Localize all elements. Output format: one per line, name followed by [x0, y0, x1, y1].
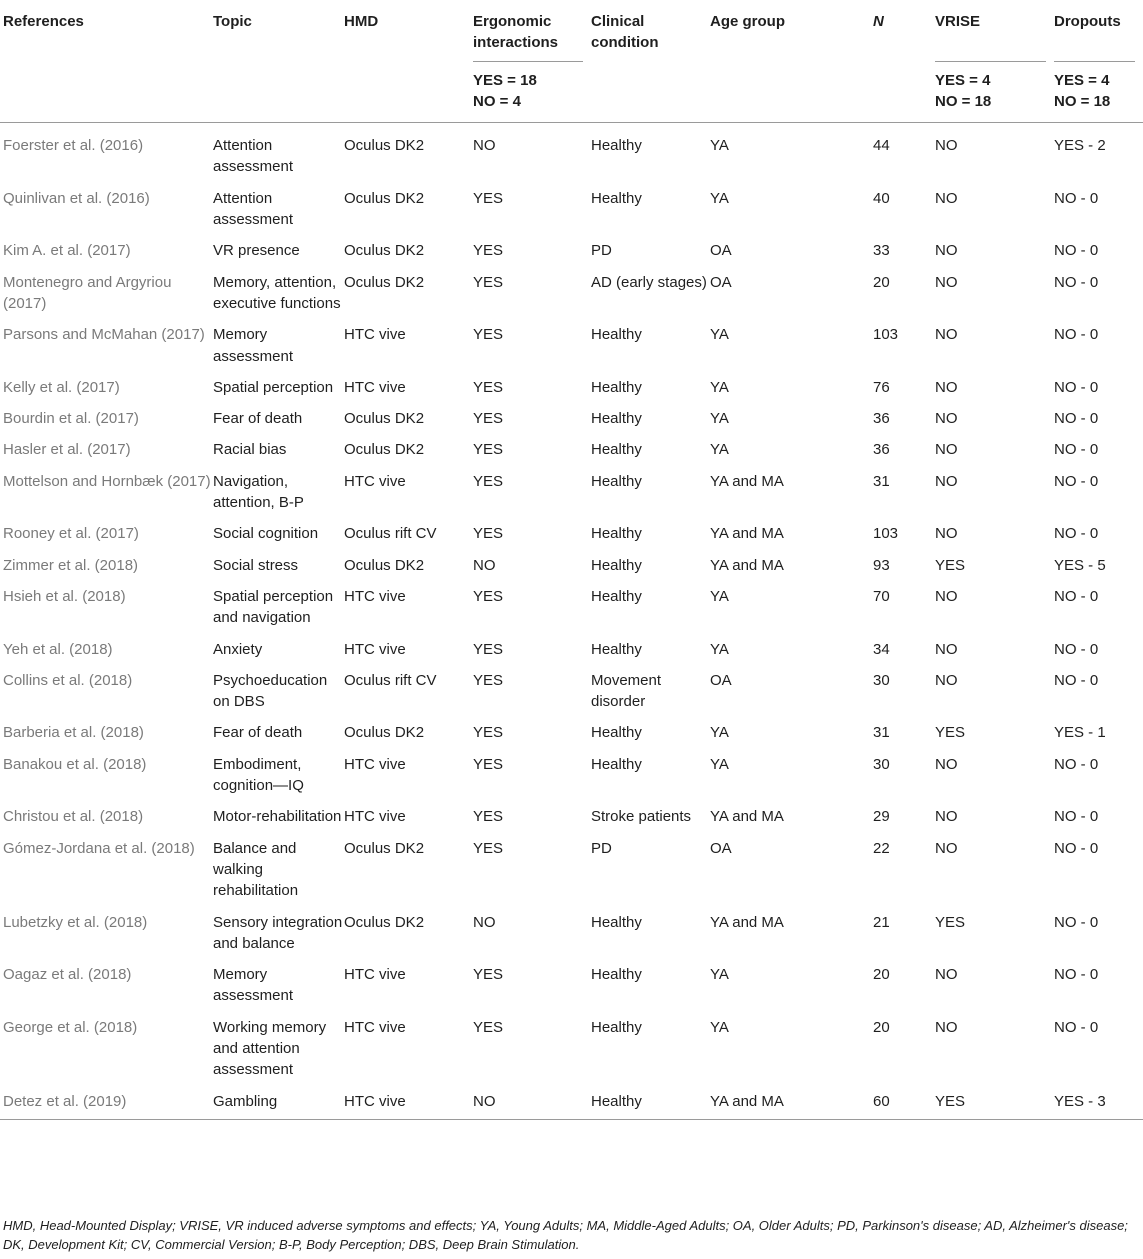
cell-n: 30: [873, 755, 890, 773]
dropouts-summary: [1054, 62, 1143, 123]
cell-topic: VR presence: [213, 242, 300, 260]
cell-ergonomic: YES: [473, 724, 504, 742]
cell-vrise: NO: [935, 378, 958, 396]
cell-n: 20: [873, 1018, 890, 1036]
cell-age-group: OA: [710, 671, 732, 689]
cell-clinical: Healthy: [591, 724, 642, 742]
cell-topic: Memory assessment: [213, 326, 294, 365]
table-row: [0, 833, 1143, 907]
cell-ergonomic: YES: [473, 587, 504, 605]
cell-dropouts: NO - 0: [1054, 378, 1099, 396]
cell-topic: Spatial perception and navigation: [213, 587, 334, 627]
table-row: [0, 466, 1143, 519]
cell-reference: Collins et al. (2018): [3, 671, 133, 689]
cell-n: 34: [873, 640, 890, 658]
cell-topic: Balance and walking rehabilitation: [213, 839, 299, 900]
cell-reference: Yeh et al. (2018): [3, 640, 113, 658]
cell-hmd: Oculus DK2: [344, 556, 425, 574]
cell-age-group: YA and MA: [710, 1086, 873, 1120]
ergonomic-yes-count: YES = 18: [473, 71, 537, 89]
cell-ergonomic: NO: [473, 1086, 591, 1120]
cell-reference: Lubetzky et al. (2018): [3, 913, 148, 931]
cell-n: 31: [873, 472, 890, 490]
col-header-clinical: Clinical condition: [591, 13, 659, 52]
cell-age-group: YA: [710, 137, 729, 155]
cell-reference: Hasler et al. (2017): [3, 441, 131, 459]
cell-clinical: Healthy: [591, 137, 642, 155]
cell-topic: Fear of death: [213, 410, 303, 428]
vrise-yes-count: YES = 4: [935, 71, 991, 89]
cell-n: 36: [873, 410, 890, 428]
cell-reference: George et al. (2018): [3, 1018, 138, 1036]
cell-clinical: Healthy: [591, 326, 642, 344]
cell-age-group: YA: [710, 189, 729, 207]
cell-dropouts: NO - 0: [1054, 966, 1099, 984]
cell-dropouts: NO - 0: [1054, 913, 1099, 931]
cell-dropouts: NO - 0: [1054, 755, 1099, 773]
cell-dropouts: NO - 0: [1054, 273, 1099, 291]
cell-ergonomic: YES: [473, 273, 504, 291]
cell-dropouts: NO - 0: [1054, 671, 1099, 689]
cell-age-group: YA: [710, 587, 729, 605]
cell-vrise: NO: [935, 671, 958, 689]
table-row: [0, 749, 1143, 802]
cell-hmd: HTC vive: [344, 587, 406, 605]
cell-ergonomic: YES: [473, 839, 504, 857]
cell-vrise: NO: [935, 273, 958, 291]
cell-reference: Mottelson and Hornbæk (2017): [3, 472, 211, 490]
cell-clinical: Healthy: [591, 410, 642, 428]
cell-topic: Social cognition: [213, 525, 319, 543]
cell-hmd: HTC vive: [344, 640, 406, 658]
table-row: [0, 183, 1143, 236]
col-header-n: N: [873, 13, 884, 30]
cell-clinical: Healthy: [591, 913, 642, 931]
cell-reference: Zimmer et al. (2018): [3, 556, 139, 574]
cell-ergonomic: YES: [473, 410, 504, 428]
cell-n: 76: [873, 378, 890, 396]
cell-n: 44: [873, 137, 890, 155]
cell-topic: Attention assessment: [213, 189, 294, 229]
table-footnote: HMD, Head-Mounted Display; VRISE, VR induced adverse symptoms and effects; YA, Young Adults; MA, Middle-Aged Adults; OA, Older Adults; PD, Parkinson's disease; AD, Alzheimer's disease; DK, Development Kit; CV, Commercial Version; B-P, Body Perception; DBS, Deep Brain Stimulation.: [3, 1218, 1128, 1252]
cell-vrise: NO: [935, 137, 958, 155]
cell-age-group: YA and MA: [710, 525, 784, 543]
cell-topic: Embodiment, cognition—IQ: [213, 755, 304, 795]
cell-vrise: NO: [935, 525, 958, 543]
table-row: [0, 434, 1143, 465]
cell-topic: Racial bias: [213, 441, 287, 459]
cell-reference: Detez et al. (2019): [0, 1086, 213, 1120]
cell-dropouts: NO - 0: [1054, 525, 1099, 543]
cell-n: 30: [873, 671, 890, 689]
table-row: [0, 717, 1143, 748]
cell-age-group: YA and MA: [710, 472, 784, 490]
cell-vrise: NO: [935, 640, 958, 658]
cell-vrise: YES: [935, 1086, 1054, 1120]
col-header-vrise: VRISE: [935, 0, 1054, 62]
cell-age-group: YA and MA: [710, 808, 784, 826]
cell-vrise: NO: [935, 242, 958, 260]
cell-clinical: Healthy: [591, 525, 642, 543]
table-row: [0, 581, 1143, 634]
col-header-topic: Topic: [213, 13, 252, 30]
cell-vrise: NO: [935, 189, 958, 207]
table-row: [0, 801, 1143, 832]
cell-topic: Memory, attention, executive functions: [213, 273, 341, 312]
cell-hmd: Oculus DK2: [344, 137, 425, 155]
cell-age-group: YA: [710, 640, 729, 658]
cell-topic: Anxiety: [213, 640, 263, 658]
cell-n: 31: [873, 724, 890, 742]
cell-clinical: PD: [591, 242, 612, 260]
cell-hmd: Oculus DK2: [344, 242, 425, 260]
cell-clinical: Healthy: [591, 472, 642, 490]
cell-clinical: Healthy: [591, 755, 642, 773]
cell-hmd: HTC vive: [344, 472, 406, 490]
cell-n: 33: [873, 242, 890, 260]
cell-clinical: Healthy: [591, 1086, 710, 1120]
cell-dropouts: NO - 0: [1054, 441, 1099, 459]
cell-age-group: YA: [710, 326, 729, 344]
cell-dropouts: NO - 0: [1054, 640, 1099, 658]
cell-clinical: Movement disorder: [591, 671, 662, 711]
cell-clinical: Healthy: [591, 441, 642, 459]
cell-clinical: AD (early stages): [591, 273, 707, 291]
col-header-references: References: [3, 13, 84, 30]
cell-dropouts: NO - 0: [1054, 410, 1099, 428]
table-row: [0, 634, 1143, 665]
cell-vrise: YES: [935, 556, 966, 574]
cell-clinical: PD: [591, 839, 612, 857]
cell-reference: Parsons and McMahan (2017): [3, 326, 205, 344]
cell-ergonomic: YES: [473, 640, 504, 658]
cell-topic: Attention assessment: [213, 137, 294, 176]
cell-ergonomic: NO: [473, 913, 496, 931]
cell-n: 22: [873, 839, 890, 857]
cell-hmd: Oculus DK2: [344, 724, 425, 742]
cell-hmd: Oculus DK2: [344, 273, 425, 291]
cell-dropouts: YES - 5: [1054, 556, 1106, 574]
cell-age-group: YA: [710, 441, 729, 459]
cell-ergonomic: YES: [473, 525, 504, 543]
header-row: [0, 0, 1143, 62]
cell-vrise: YES: [935, 913, 966, 931]
cell-dropouts: NO - 0: [1054, 472, 1099, 490]
cell-reference: Kim A. et al. (2017): [3, 242, 131, 260]
cell-hmd: Oculus DK2: [344, 913, 425, 931]
cell-reference: Barberia et al. (2018): [3, 724, 144, 742]
table-row: [0, 959, 1143, 1012]
cell-dropouts: NO - 0: [1054, 808, 1099, 826]
cell-n: 93: [873, 556, 890, 574]
cell-topic: Gambling: [213, 1086, 344, 1120]
table-row: [0, 372, 1143, 403]
cell-reference: Montenegro and Argyriou (2017): [3, 273, 172, 312]
cell-reference: Hsieh et al. (2018): [3, 587, 126, 605]
cell-n: 70: [873, 587, 890, 605]
cell-age-group: YA: [710, 378, 729, 396]
cell-n: 29: [873, 808, 890, 826]
cell-ergonomic: YES: [473, 1018, 504, 1036]
cell-hmd: HTC vive: [344, 1018, 406, 1036]
cell-vrise: YES: [935, 724, 966, 742]
cell-dropouts: NO - 0: [1054, 189, 1099, 207]
cell-ergonomic: YES: [473, 755, 504, 773]
vrise-summary: [935, 62, 1054, 123]
cell-reference: Quinlivan et al. (2016): [3, 189, 150, 207]
cell-reference: Gómez-Jordana et al. (2018): [3, 839, 195, 857]
cell-dropouts: NO - 0: [1054, 839, 1099, 857]
col-header-ergonomic: Ergonomic interactions: [473, 0, 591, 62]
table-row: [0, 665, 1143, 718]
dropouts-no-count: NO = 18: [1054, 92, 1111, 110]
cell-vrise: NO: [935, 441, 958, 459]
cell-age-group: YA and MA: [710, 913, 784, 931]
table-row: [0, 518, 1143, 549]
cell-n: 36: [873, 441, 890, 459]
cell-vrise: NO: [935, 839, 958, 857]
cell-age-group: OA: [710, 242, 732, 260]
cell-vrise: NO: [935, 472, 958, 490]
cell-dropouts: YES - 2: [1054, 137, 1106, 155]
cell-n: 60: [873, 1086, 935, 1120]
cell-hmd: Oculus DK2: [344, 189, 425, 207]
cell-clinical: Healthy: [591, 1018, 642, 1036]
cell-clinical: Healthy: [591, 556, 642, 574]
cell-age-group: YA: [710, 1018, 729, 1036]
cell-vrise: NO: [935, 410, 958, 428]
cell-vrise: NO: [935, 587, 958, 605]
cell-reference: Christou et al. (2018): [3, 808, 144, 826]
cell-dropouts: YES - 3: [1054, 1086, 1143, 1120]
cell-reference: Banakou et al. (2018): [3, 755, 147, 773]
col-header-dropouts: Dropouts: [1054, 0, 1143, 62]
cell-ergonomic: YES: [473, 671, 504, 689]
cell-topic: Motor-rehabilitation: [213, 808, 342, 826]
cell-hmd: Oculus rift CV: [344, 671, 437, 689]
cell-topic: Sensory integration and balance: [213, 913, 343, 952]
cell-n: 40: [873, 189, 890, 207]
cell-ergonomic: YES: [473, 441, 504, 459]
table-row: [0, 1086, 1143, 1120]
cell-age-group: OA: [710, 839, 732, 857]
cell-clinical: Healthy: [591, 587, 642, 605]
cell-age-group: YA: [710, 410, 729, 428]
summary-row: [0, 62, 1143, 123]
cell-clinical: Stroke patients: [591, 808, 692, 826]
cell-dropouts: YES - 1: [1054, 724, 1106, 742]
table-row: [0, 1012, 1143, 1086]
cell-reference: Oagaz et al. (2018): [3, 966, 132, 984]
cell-reference: Foerster et al. (2016): [3, 137, 144, 155]
table-row: [0, 267, 1143, 320]
cell-ergonomic: YES: [473, 326, 504, 344]
cell-ergonomic: YES: [473, 966, 504, 984]
table-row: [0, 319, 1143, 372]
cell-vrise: NO: [935, 808, 958, 826]
table-row: [0, 235, 1143, 266]
cell-vrise: NO: [935, 966, 958, 984]
cell-n: 21: [873, 913, 890, 931]
cell-n: 20: [873, 966, 890, 984]
cell-vrise: NO: [935, 326, 958, 344]
cell-clinical: Healthy: [591, 966, 642, 984]
cell-reference: Rooney et al. (2017): [3, 525, 139, 543]
cell-vrise: NO: [935, 755, 958, 773]
cell-hmd: HTC vive: [344, 755, 406, 773]
cell-age-group: YA: [710, 755, 729, 773]
cell-hmd: Oculus DK2: [344, 441, 425, 459]
cell-age-group: YA: [710, 724, 729, 742]
cell-topic: Social stress: [213, 556, 299, 574]
cell-ergonomic: YES: [473, 189, 504, 207]
cell-topic: Spatial perception: [213, 378, 334, 396]
table-row: [0, 550, 1143, 581]
cell-hmd: HTC vive: [344, 326, 406, 344]
cell-hmd: Oculus rift CV: [344, 525, 437, 543]
cell-age-group: OA: [710, 273, 732, 291]
cell-ergonomic: NO: [473, 137, 496, 155]
table-row: [0, 907, 1143, 960]
ergonomic-no-count: NO = 4: [473, 92, 521, 110]
cell-clinical: Healthy: [591, 378, 642, 396]
table-row: [0, 403, 1143, 434]
vrise-no-count: NO = 18: [935, 92, 992, 110]
cell-n: 103: [873, 326, 899, 344]
cell-ergonomic: YES: [473, 472, 504, 490]
table-row: [0, 123, 1143, 183]
cell-ergonomic: YES: [473, 808, 504, 826]
cell-vrise: NO: [935, 1018, 958, 1036]
cell-n: 103: [873, 525, 899, 543]
cell-ergonomic: YES: [473, 242, 504, 260]
cell-hmd: HTC vive: [344, 1086, 473, 1120]
cell-dropouts: NO - 0: [1054, 587, 1099, 605]
cell-hmd: HTC vive: [344, 966, 406, 984]
cell-topic: Psychoeducation on DBS: [213, 671, 328, 711]
cell-ergonomic: NO: [473, 556, 496, 574]
ergonomic-summary: [473, 62, 591, 123]
cell-hmd: HTC vive: [344, 808, 406, 826]
cell-dropouts: NO - 0: [1054, 242, 1099, 260]
cell-topic: Working memory and attention assessment: [213, 1018, 327, 1079]
dropouts-yes-count: YES = 4: [1054, 71, 1110, 89]
cell-clinical: Healthy: [591, 189, 642, 207]
cell-dropouts: NO - 0: [1054, 326, 1099, 344]
cell-age-group: YA: [710, 966, 729, 984]
cell-reference: Kelly et al. (2017): [3, 378, 120, 396]
table-body: [0, 123, 1143, 1120]
cell-age-group: YA and MA: [710, 556, 784, 574]
cell-reference: Bourdin et al. (2017): [3, 410, 139, 428]
cell-hmd: HTC vive: [344, 378, 406, 396]
cell-ergonomic: YES: [473, 378, 504, 396]
cell-clinical: Healthy: [591, 640, 642, 658]
cell-hmd: Oculus DK2: [344, 410, 425, 428]
cell-topic: Memory assessment: [213, 966, 294, 1005]
cell-topic: Fear of death: [213, 724, 303, 742]
cell-topic: Navigation, attention, B-P: [213, 472, 304, 512]
cell-n: 20: [873, 273, 890, 291]
col-header-hmd: HMD: [344, 13, 379, 30]
col-header-age: Age group: [710, 13, 785, 30]
cell-hmd: Oculus DK2: [344, 839, 425, 857]
cell-dropouts: NO - 0: [1054, 1018, 1099, 1036]
